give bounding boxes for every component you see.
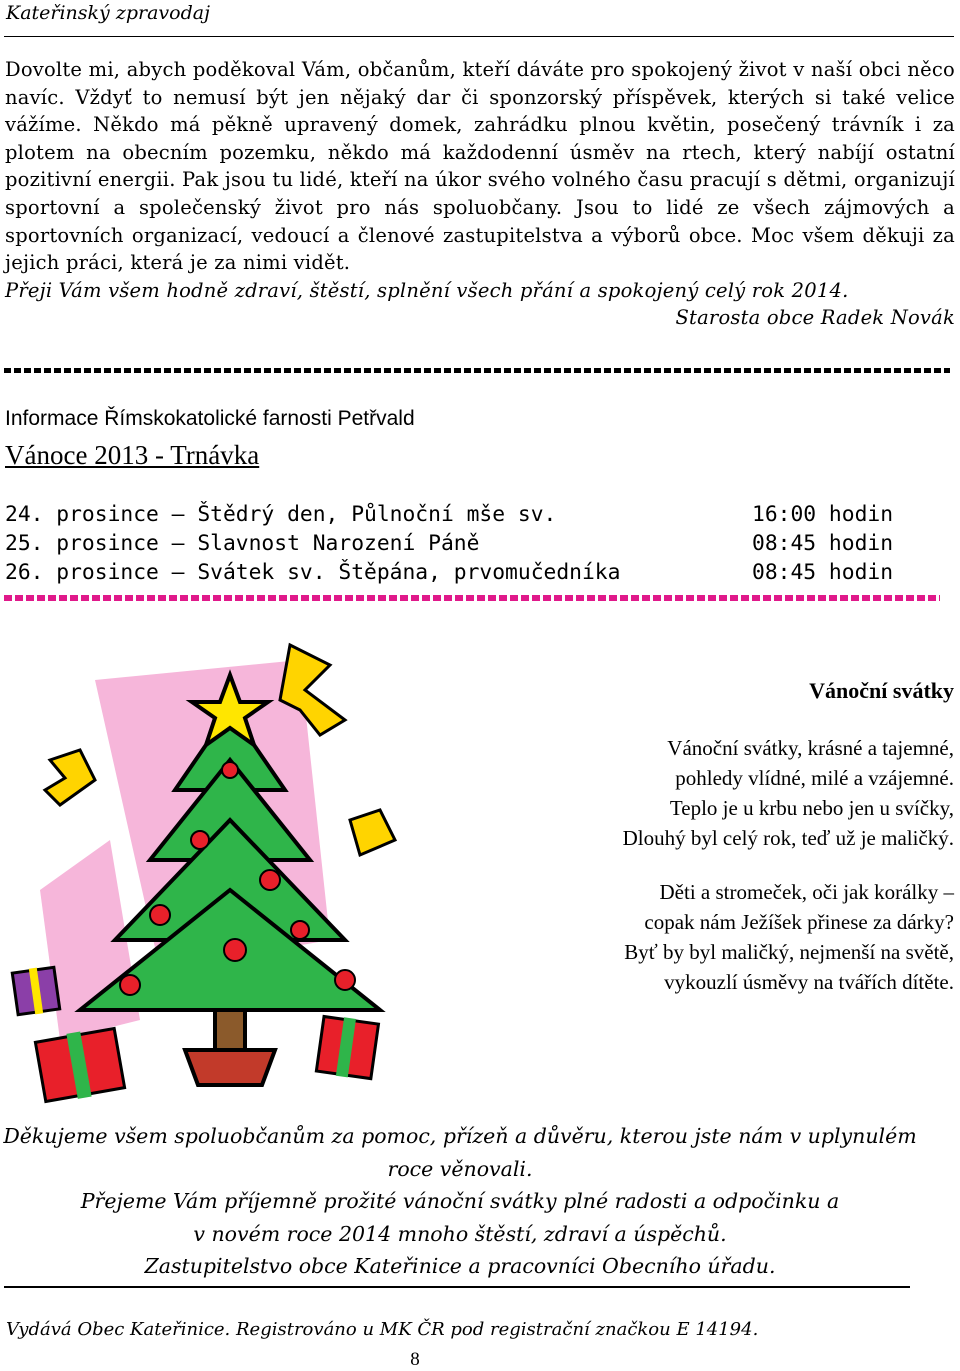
poem-stanza [434, 733, 954, 853]
ornament [260, 870, 280, 890]
schedule-row [5, 500, 893, 529]
christmas-tree-icon [0, 640, 420, 1120]
mayor-signature: Starosta obce Radek Novák [675, 306, 955, 330]
schedule-event: 24. prosince – Štědrý den, Půlnoční mše sv. [5, 502, 557, 527]
poem-title: Vánoční svátky [809, 678, 954, 703]
poem-line: Byť by byl maličký, nejmenší na světě, [624, 940, 954, 964]
poem-line: pohledy vlídné, milé a vzájemné. [675, 766, 954, 790]
newsletter-title: Kateřinský zpravodaj [6, 2, 210, 24]
schedule-row [5, 558, 893, 587]
ray-shape [350, 810, 395, 855]
poem-line: copak nám Ježíšek přinese za dárky? [644, 910, 954, 934]
ornament [191, 831, 209, 849]
tree-pot [185, 1050, 275, 1085]
ornament [224, 939, 246, 961]
closing-line: Zastupitelstvo obce Kateřinice a pracovníci Obecního úřadu. [144, 1254, 776, 1279]
closing-line: roce věnovali. [387, 1156, 533, 1181]
header-divider [4, 36, 954, 37]
schedule-time: 08:45 hodin [752, 531, 894, 556]
parish-heading: Informace Římskokatolické farnosti Petřvald [5, 407, 415, 430]
closing-line: v novém roce 2014 mnoho štěstí, zdraví a úspěchů. [193, 1221, 727, 1246]
schedule-time: 08:45 hodin [752, 560, 894, 585]
closing-line: Přejeme Vám příjemně prožité vánoční svátky plné radosti a odpočinku a [80, 1189, 840, 1214]
ornament [291, 921, 309, 939]
ornament [222, 762, 238, 778]
page-number: 8 [410, 1349, 420, 1370]
poem-stanza [434, 877, 954, 997]
mayor-letter [5, 56, 955, 332]
ornament [120, 975, 140, 995]
publisher-note: Vydává Obec Kateřinice. Registrováno u MK ČR pod registrační značkou E 14194. [6, 1319, 759, 1340]
schedule-event: 25. prosince – Slavnost Narození Páně [5, 531, 480, 556]
ornament [150, 905, 170, 925]
closing-message [0, 1120, 920, 1283]
poem-line: Teplo je u krbu nebo jen u svíčky, [669, 796, 954, 820]
footer-divider [4, 1286, 910, 1288]
poem-line: Vánoční svátky, krásné a tajemné, [667, 736, 954, 760]
mayor-letter-paragraph: Dovolte mi, abych poděkoval Vám, občanům, kteří dáváte pro spokojený život v naší obci něco navíc. Vždyť to nemusí být jen nějaký dar či sponzorský příspěvek, kterých si také velice vážíme. Někdo má pěkně upravený domek, zahrádku plnou květin, posečený trávník i za plotem na obecním pozemku, někdo má každodenní úsměv na rtech, který nabíjí ostatní pozitivní energii. Pak jsou tu lidé, kteří na úkor svého volného času pracují s dětmi, organizují sportovní a společenský život pro nás spoluobčany. Jsou to lidé ze všech zájmových a sportovních organizací, vedoucí a členové zastupitelstva a výborů obce. Moc všem děkuji za jejich práci, která je za nimi vidět. [5, 58, 955, 275]
dashed-divider [4, 368, 950, 373]
poem [434, 676, 954, 997]
closing-line: Děkujeme všem spoluobčanům za pomoc, přízeň a důvěru, kterou jste nám v uplynulém [3, 1124, 917, 1148]
schedule-row [5, 529, 893, 558]
poem-line: Dlouhý byl celý rok, teď už je maličký. [622, 826, 954, 850]
schedule-time: 16:00 hodin [752, 502, 894, 527]
mass-schedule [5, 500, 893, 587]
ray-shape [45, 750, 95, 805]
tree-trunk [215, 1010, 245, 1050]
mayor-wish: Přeji Vám všem hodně zdraví, štěstí, splnění všech přání a spokojený celý rok 2014. [5, 278, 849, 302]
christmas-schedule-heading: Vánoce 2013 - Trnávka [5, 440, 260, 470]
schedule-event: 26. prosince – Svátek sv. Štěpána, prvomučedníka [5, 560, 621, 585]
poem-line: Děti a stromeček, oči jak korálky – [659, 880, 954, 904]
ornament [335, 970, 355, 990]
pink-dashed-divider [4, 595, 940, 601]
poem-line: vykouzlí úsměvy na tvářích dítěte. [664, 970, 954, 994]
